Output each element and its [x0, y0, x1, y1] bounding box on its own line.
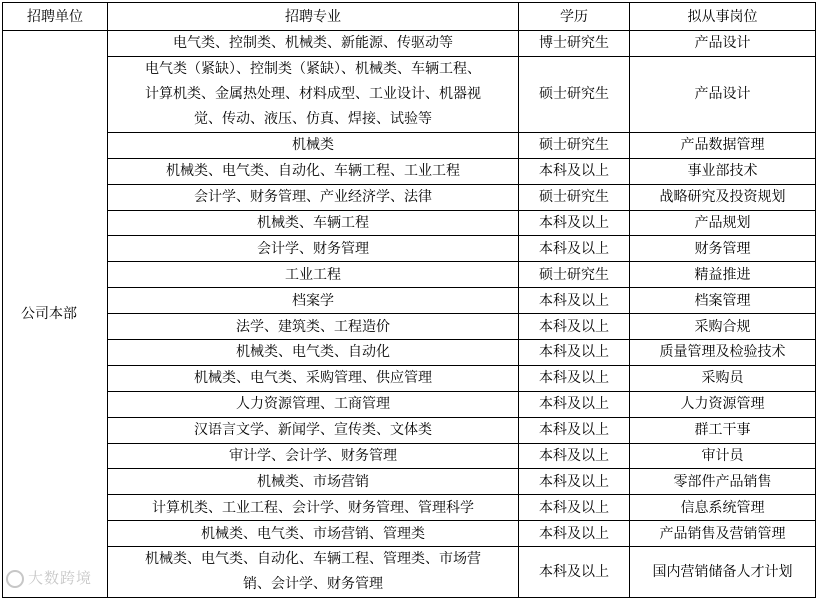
position-cell: 战略研究及投资规划 [630, 184, 816, 210]
major-cell: 机械类、电气类、采购管理、供应管理 [108, 365, 519, 391]
major-line: 机械类、电气类、自动化、车辆工程、管理类、市场营 [145, 551, 481, 568]
degree-cell: 本科及以上 [519, 443, 630, 469]
table-row [3, 314, 816, 340]
table-row [3, 262, 816, 288]
table-row [3, 132, 816, 158]
degree-cell: 本科及以上 [519, 288, 630, 314]
major-cell: 工业工程 [108, 262, 519, 288]
major-cell: 电气类、控制类、机械类、新能源、传驱动等 [108, 31, 519, 57]
major-cell: 人力资源管理、工商管理 [108, 391, 519, 417]
position-cell: 产品销售及营销管理 [630, 521, 816, 547]
table-row [3, 288, 816, 314]
table-row [3, 521, 816, 547]
position-cell: 群工干事 [630, 417, 816, 443]
major-cell: 机械类、市场营销 [108, 469, 519, 495]
degree-cell: 本科及以上 [519, 365, 630, 391]
table-row [3, 443, 816, 469]
position-cell: 质量管理及检验技术 [630, 340, 816, 366]
table-row [3, 340, 816, 366]
major-cell: 机械类、电气类、自动化 [108, 340, 519, 366]
degree-cell: 硕士研究生 [519, 56, 630, 132]
degree-cell: 本科及以上 [519, 314, 630, 340]
header-degree: 学历 [519, 3, 630, 31]
position-cell: 产品设计 [630, 31, 816, 57]
table-body [3, 31, 816, 598]
table-row [3, 365, 816, 391]
major-line: 计算机类、金属热处理、材料成型、工业设计、机器视 [145, 85, 481, 102]
major-cell: 机械类、电气类、自动化、车辆工程、工业工程 [108, 158, 519, 184]
degree-cell: 硕士研究生 [519, 262, 630, 288]
major-cell: 审计学、会计学、财务管理 [108, 443, 519, 469]
degree-cell: 本科及以上 [519, 210, 630, 236]
major-cell: 机械类、电气类、市场营销、管理类 [108, 521, 519, 547]
watermark: 大数跨境 [6, 567, 92, 588]
table-row [3, 210, 816, 236]
major-line: 觉、传动、液压、仿真、焊接、试验等 [194, 110, 432, 127]
degree-cell: 本科及以上 [519, 391, 630, 417]
major-cell: 计算机类、工业工程、会计学、财务管理、管理科学 [108, 495, 519, 521]
table-row [3, 495, 816, 521]
degree-cell: 硕士研究生 [519, 132, 630, 158]
major-line: 销、会计学、财务管理 [243, 576, 383, 593]
position-cell: 产品设计 [630, 56, 816, 132]
major-cell [108, 547, 519, 598]
position-cell: 信息系统管理 [630, 495, 816, 521]
degree-cell: 本科及以上 [519, 340, 630, 366]
position-cell: 审计员 [630, 443, 816, 469]
position-cell: 人力资源管理 [630, 391, 816, 417]
degree-cell: 博士研究生 [519, 31, 630, 57]
unit-cell: 公司本部 [3, 31, 108, 598]
degree-cell: 本科及以上 [519, 417, 630, 443]
table-row [3, 56, 816, 132]
table-row [3, 391, 816, 417]
position-cell: 采购员 [630, 365, 816, 391]
major-cell: 会计学、财务管理、产业经济学、法律 [108, 184, 519, 210]
table-row [3, 417, 816, 443]
watermark-logo-icon [6, 570, 24, 588]
degree-cell: 本科及以上 [519, 236, 630, 262]
major-cell: 会计学、财务管理 [108, 236, 519, 262]
position-cell: 采购合规 [630, 314, 816, 340]
position-cell: 财务管理 [630, 236, 816, 262]
position-cell: 精益推进 [630, 262, 816, 288]
degree-cell: 硕士研究生 [519, 184, 630, 210]
position-cell: 国内营销储备人才计划 [630, 547, 816, 598]
table-header-row [3, 3, 816, 31]
degree-cell: 本科及以上 [519, 547, 630, 598]
recruitment-table [2, 2, 816, 598]
major-cell [108, 56, 519, 132]
table-row [3, 469, 816, 495]
table-row [3, 31, 816, 57]
degree-cell: 本科及以上 [519, 469, 630, 495]
position-cell: 产品数据管理 [630, 132, 816, 158]
position-cell: 事业部技术 [630, 158, 816, 184]
table-row [3, 236, 816, 262]
position-cell: 档案管理 [630, 288, 816, 314]
position-cell: 产品规划 [630, 210, 816, 236]
major-cell: 汉语言文学、新闻学、宣传类、文体类 [108, 417, 519, 443]
major-cell: 机械类、车辆工程 [108, 210, 519, 236]
table-row [3, 184, 816, 210]
major-cell: 档案学 [108, 288, 519, 314]
degree-cell: 本科及以上 [519, 521, 630, 547]
header-position: 拟从事岗位 [630, 3, 816, 31]
degree-cell: 本科及以上 [519, 158, 630, 184]
table-row [3, 158, 816, 184]
position-cell: 零部件产品销售 [630, 469, 816, 495]
major-cell: 法学、建筑类、工程造价 [108, 314, 519, 340]
header-major: 招聘专业 [108, 3, 519, 31]
table-row [3, 547, 816, 598]
major-line: 电气类（紧缺）、控制类（紧缺）、机械类、车辆工程、 [145, 60, 481, 77]
header-unit: 招聘单位 [3, 3, 108, 31]
degree-cell: 本科及以上 [519, 495, 630, 521]
major-cell: 机械类 [108, 132, 519, 158]
